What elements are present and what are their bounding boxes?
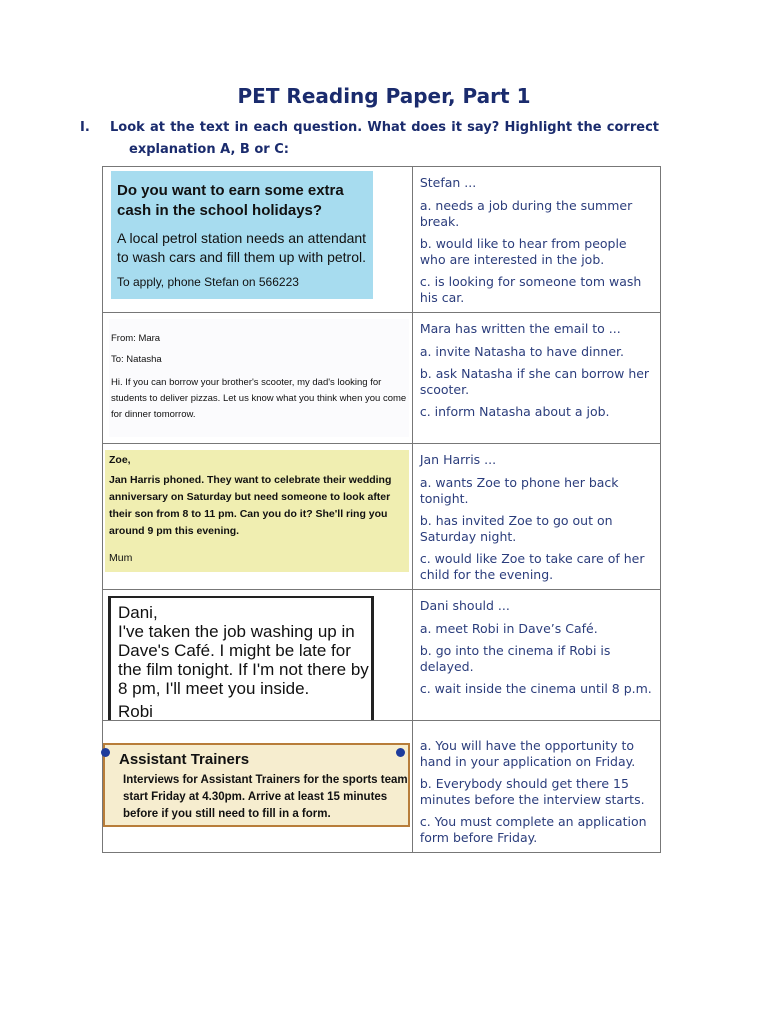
question-row [103,590,661,721]
note-body: Jan Harris phoned. They want to celebrate their wedding anniversary on Saturday but need someone to look after their son from 8 to 11 pm. Can you do it? She'll ring you around 9 pm this evening. [109,474,392,537]
notice-cell [103,590,413,721]
option-a[interactable]: a. meet Robi in Dave’s Café. [419,621,598,636]
note-greeting: Dani, [118,603,158,622]
assistant-trainers-notice [103,743,410,827]
options-cell [412,721,660,853]
notice-heading: Do you want to earn some extra cash in the school holidays? [117,182,344,219]
notice-cell [103,167,413,313]
question-stem: Dani should ... [419,598,510,613]
option-a[interactable]: a. invite Natasha to have dinner. [419,344,624,359]
question-row [103,313,661,444]
notice-heading: Assistant Trainers [119,751,250,768]
question-stem: Jan Harris ... [419,452,497,467]
option-a[interactable]: a. wants Zoe to phone her back tonight. [419,475,619,506]
question-row [103,167,661,313]
instruction-number: I. [80,120,90,135]
email-from: From: Mara [111,333,161,344]
questions-table [102,166,661,853]
option-c[interactable]: c. is looking for someone tom wash his car. [419,274,642,305]
pin-icon [396,748,405,757]
options-cell [412,167,660,313]
option-c[interactable]: c. would like Zoe to take care of her child for the evening. [419,551,645,582]
option-c[interactable]: c. You must complete an application form before Friday. [419,814,647,845]
email-to: To: Natasha [111,354,162,365]
notice-cell [103,444,413,590]
note-signature: Robi [118,702,153,721]
question-stem: Mara has written the email to ... [419,321,621,336]
handwritten-note [108,596,374,720]
option-b[interactable]: b. would like to hear from people who are interested in the job. [419,236,627,267]
email-notice [109,319,409,437]
options-cell [412,444,660,590]
notice-cell [103,313,413,444]
question-row [103,444,661,590]
notice-body: Interviews for Assistant Trainers for the sports team start Friday at 4.30pm. Arrive at least 15 minutes before if you still need to fill in a form. [123,774,408,820]
email-body: Hi. If you can borrow your brother's scooter, my dad's looking for students to deliver pizzas. Let us know what you think when you come for dinner tomorrow. [111,377,407,420]
note-body: I've taken the job washing up in Dave's Café. I might be late for the film tonight. If I'm not there by 8 pm, I'll meet you inside. [118,622,369,698]
option-a[interactable]: a. You will have the opportunity to hand in your application on Friday. [419,738,636,769]
question-row [103,721,661,853]
notice-body: A local petrol station needs an attendant to wash cars and fill them up with petrol. [117,230,367,265]
note-greeting: Zoe, [109,454,131,466]
note-signature: Mum [109,552,133,564]
option-a[interactable]: a. needs a job during the summer break. [419,198,633,229]
notice-cell [103,721,413,853]
pin-icon [101,748,110,757]
option-b[interactable]: b. Everybody should get there 15 minutes before the interview starts. [419,776,645,807]
instruction-text-line2: explanation A, B or C: [129,142,289,157]
petrol-station-notice [111,171,373,299]
option-c[interactable]: c. inform Natasha about a job. [419,404,610,419]
option-c[interactable]: c. wait inside the cinema until 8 p.m. [419,681,652,696]
phone-message-note [105,450,409,572]
notice-footer: To apply, phone Stefan on 566223 [117,275,299,289]
options-cell [412,313,660,444]
page-title: PET Reading Paper, Part 1 [237,84,531,108]
options-cell [412,590,660,721]
option-b[interactable]: b. go into the cinema if Robi is delayed. [419,643,611,674]
instruction-text-line1: Look at the text in each question. What does it say? Highlight the correct [110,120,659,135]
question-stem: Stefan ... [419,175,477,190]
option-b[interactable]: b. ask Natasha if she can borrow her scooter. [419,366,650,397]
option-b[interactable]: b. has invited Zoe to go out on Saturday night. [419,513,613,544]
